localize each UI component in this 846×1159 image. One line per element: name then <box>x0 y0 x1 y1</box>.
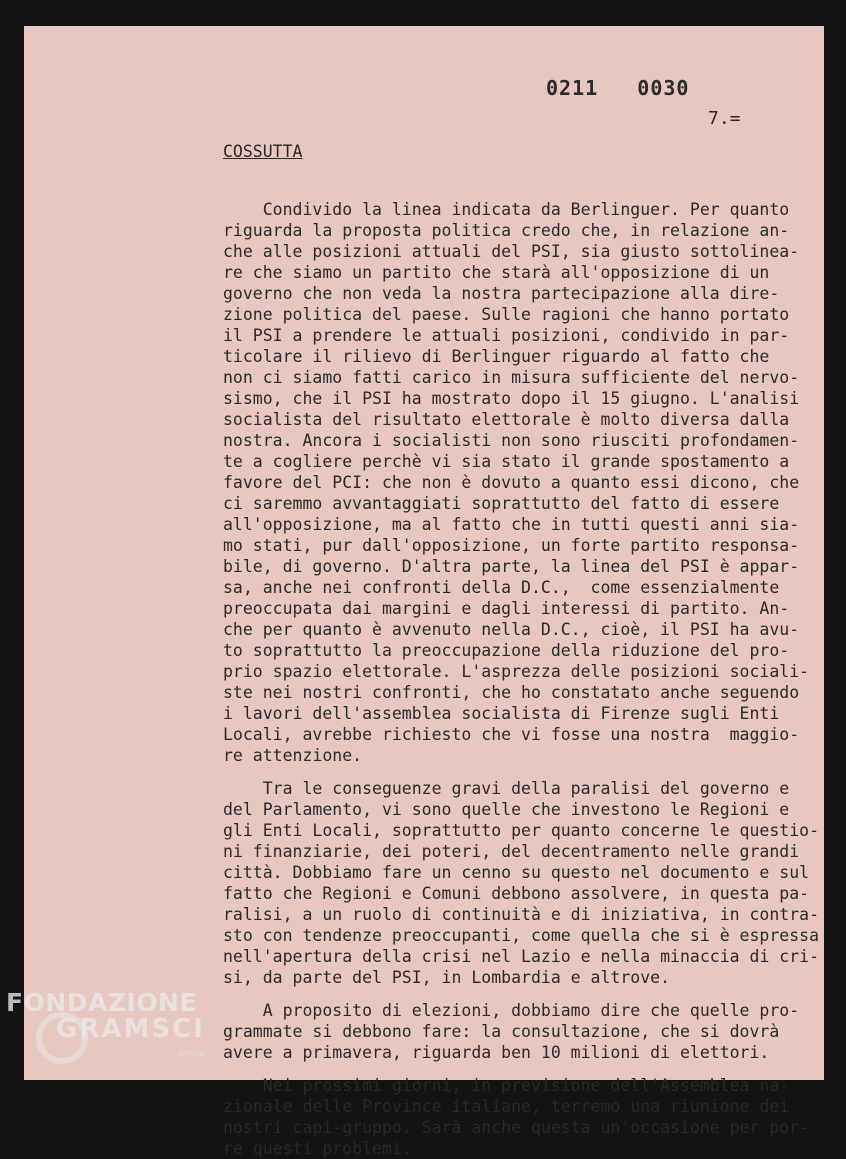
text-line: sismo, che il PSI ha mostrato dopo il 15 giugno. L'analisi <box>223 389 800 408</box>
text-line: che alle posizioni attuali del PSI, sia giusto sottolinea- <box>223 242 800 261</box>
archive-reference-number: 0211 0030 <box>546 76 690 100</box>
text-line: prio spazio elettorale. L'asprezza delle posizioni sociali- <box>223 662 810 681</box>
text-line: città. Dobbiamo fare un cenno su questo nel documento e sul <box>223 863 810 882</box>
text-line: si, da parte del PSI, in Lombardia e altrove. <box>223 968 671 987</box>
watermark-suffix: onlus <box>178 1048 205 1059</box>
text-line: i lavori dell'assemblea socialista di Firenze sugli Enti <box>223 704 780 723</box>
text-line: zionale delle Province italiane, terremo una riunione dei <box>223 1097 790 1116</box>
text-line: te a cogliere perchè vi sia stato il grande spostamento a <box>223 452 790 471</box>
text-line: avere a primavera, riguarda ben 10 milioni di elettori. <box>223 1043 770 1062</box>
text-line: ste nei nostri confronti, che ho constatato anche seguendo <box>223 683 800 702</box>
text-line: ni finanziarie, dei poteri, del decentramento nelle grandi <box>223 842 800 861</box>
text-line: nell'apertura della crisi nel Lazio e nella minaccia di cri- <box>223 947 820 966</box>
page-number: 7.= <box>708 108 741 129</box>
text-line: preoccupata dai margini e dagli interessi di partito. An- <box>223 599 790 618</box>
text-line: Nei prossimi giorni, in previsione dell'Assemblea na- <box>223 1076 790 1095</box>
text-line: socialista del risultato elettorale è molto diversa dalla <box>223 410 790 429</box>
text-line: del Parlamento, vi sono quelle che investono le Regioni e <box>223 800 790 819</box>
text-line: re questi problemi. <box>223 1139 412 1158</box>
text-line: mo stati, pur dall'opposizione, un forte partito responsa- <box>223 536 800 555</box>
watermark-line2: GRAMSCI <box>56 1014 205 1044</box>
text-line: nostri capi-gruppo. Sarà anche questa un'occasione per por- <box>223 1118 810 1137</box>
text-line: il PSI a prendere le attuali posizioni, condivido in par- <box>223 326 790 345</box>
text-line: ticolare il rilievo di Berlinguer riguardo al fatto che <box>223 347 770 366</box>
fondazione-gramsci-watermark <box>6 988 216 1076</box>
text-line: re attenzione. <box>223 746 363 765</box>
text-line: sto con tendenze preoccupanti, come quella che si è espressa <box>223 926 820 945</box>
text-line: governo che non veda la nostra partecipazione alla dire- <box>223 284 780 303</box>
text-line: bile, di governo. D'altra parte, la linea del PSI è appar- <box>223 557 800 576</box>
text-line: gli Enti Locali, soprattutto per quanto concerne le questio- <box>223 821 820 840</box>
text-line: Condivido la linea indicata da Berlinguer. Per quanto <box>223 200 790 219</box>
text-line: ci saremmo avvantaggiati soprattutto del fatto di essere <box>223 494 780 513</box>
text-line: to soprattutto la preoccupazione della riduzione del pro- <box>223 641 790 660</box>
text-line: A proposito di elezioni, dobbiamo dire che quelle pro- <box>223 1001 800 1020</box>
text-line: sa, anche nei confronti della D.C., come essenzialmente <box>223 578 780 597</box>
text-line: ralisi, a un ruolo di continuità e di iniziativa, in contra- <box>223 905 820 924</box>
text-line: non ci siamo fatti carico in misura sufficiente del nervo- <box>223 368 800 387</box>
text-line: grammate si debbono fare: la consultazione, che si dovrà <box>223 1022 780 1041</box>
watermark-line1: FONDAZIONE <box>6 988 198 1017</box>
speaker-heading: COSSUTTA <box>223 142 303 161</box>
text-line: zione politica del paese. Sulle ragioni che hanno portato <box>223 305 790 324</box>
text-line: all'opposizione, ma al fatto che in tutti questi anni sia- <box>223 515 800 534</box>
text-line: Locali, avrebbe richiesto che vi fosse una nostra maggio- <box>223 725 800 744</box>
text-line: nostra. Ancora i socialisti non sono riusciti profondamen- <box>223 431 800 450</box>
text-line: che per quanto è avvenuto nella D.C., cioè, il PSI ha avu- <box>223 620 800 639</box>
text-line: Tra le conseguenze gravi della paralisi del governo e <box>223 779 790 798</box>
document-page <box>24 26 824 1158</box>
text-line: favore del PCI: che non è dovuto a quanto essi dicono, che <box>223 473 800 492</box>
text-line: re che siamo un partito che starà all'opposizione di un <box>223 263 770 282</box>
text-line: riguarda la proposta politica credo che, in relazione an- <box>223 221 790 240</box>
text-line: fatto che Regioni e Comuni debbono assolvere, in questa pa- <box>223 884 810 903</box>
